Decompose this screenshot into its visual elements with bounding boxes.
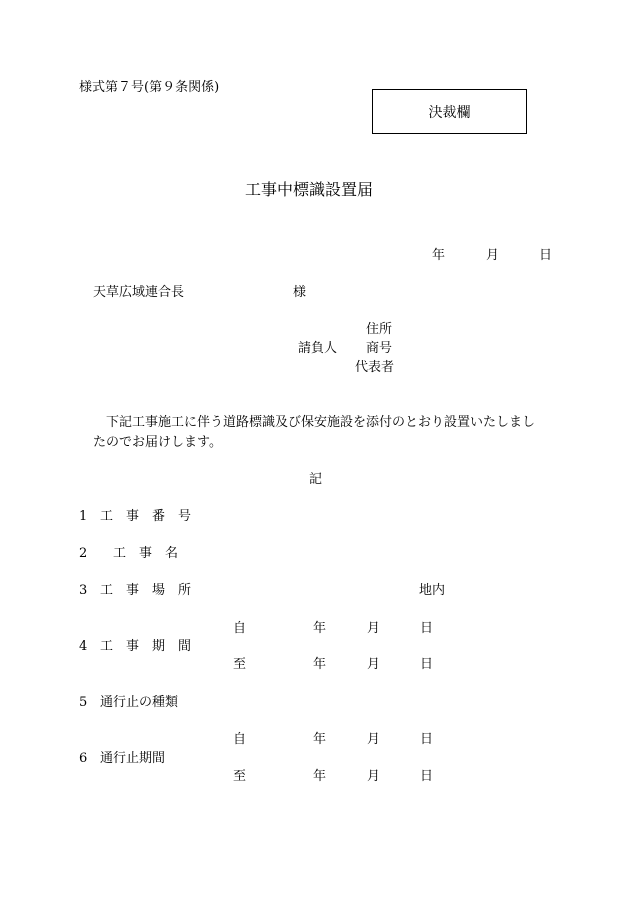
item6-from-year: 年	[313, 732, 327, 747]
applicant-address-label: 住所	[366, 322, 393, 337]
item4-from: 自	[233, 621, 247, 636]
item4-to: 至	[233, 657, 247, 672]
applicant-representative-label: 代表者	[355, 360, 395, 375]
item6-number: 6	[79, 751, 88, 766]
approval-box-label: 決裁欄	[428, 104, 471, 121]
item4-number: 4	[79, 639, 88, 654]
item6-label: 通行止期間	[100, 751, 166, 766]
item6-to-day: 日	[420, 769, 434, 784]
item6-from: 自	[233, 732, 247, 747]
date-year: 年	[432, 248, 446, 263]
applicant-company-label: 商号	[366, 341, 393, 356]
item2-number: 2	[79, 546, 88, 561]
item4-from-year: 年	[313, 621, 327, 636]
ki-heading: 記	[309, 472, 323, 487]
body-text-line1: 下記工事施工に伴う道路標識及び保安施設を添付のとおり設置いたしまし	[106, 415, 536, 430]
item4-label: 工 事 期 間	[100, 639, 192, 654]
item1-label: 工 事 番 号	[100, 509, 192, 524]
body-text-line2: たのでお届けします。	[93, 435, 222, 450]
form-number: 様式第７号(第９条関係)	[79, 80, 220, 95]
item6-to: 至	[233, 769, 247, 784]
item5-label: 通行止の種類	[100, 695, 179, 710]
item4-from-month: 月	[367, 621, 381, 636]
item6-to-year: 年	[313, 769, 327, 784]
item6-from-month: 月	[367, 732, 381, 747]
addressee-honorific: 様	[293, 285, 307, 300]
item4-from-day: 日	[420, 621, 434, 636]
item5-number: 5	[79, 695, 88, 710]
item6-to-month: 月	[367, 769, 381, 784]
item4-to-month: 月	[367, 657, 381, 672]
document-title: 工事中標識設置届	[245, 180, 374, 199]
date-month: 月	[486, 248, 500, 263]
approval-box	[372, 89, 527, 134]
item1-number: 1	[79, 509, 88, 524]
item2-label: 工 事 名	[113, 546, 179, 561]
item4-to-year: 年	[313, 657, 327, 672]
date-day: 日	[539, 248, 553, 263]
item4-to-day: 日	[420, 657, 434, 672]
item3-label: 工 事 場 所	[100, 583, 192, 598]
addressee-name: 天草広域連合長	[93, 285, 185, 300]
applicant-role: 請負人	[298, 341, 338, 356]
item6-from-day: 日	[420, 732, 434, 747]
item3-suffix: 地内	[419, 583, 446, 598]
item3-number: 3	[79, 583, 88, 598]
